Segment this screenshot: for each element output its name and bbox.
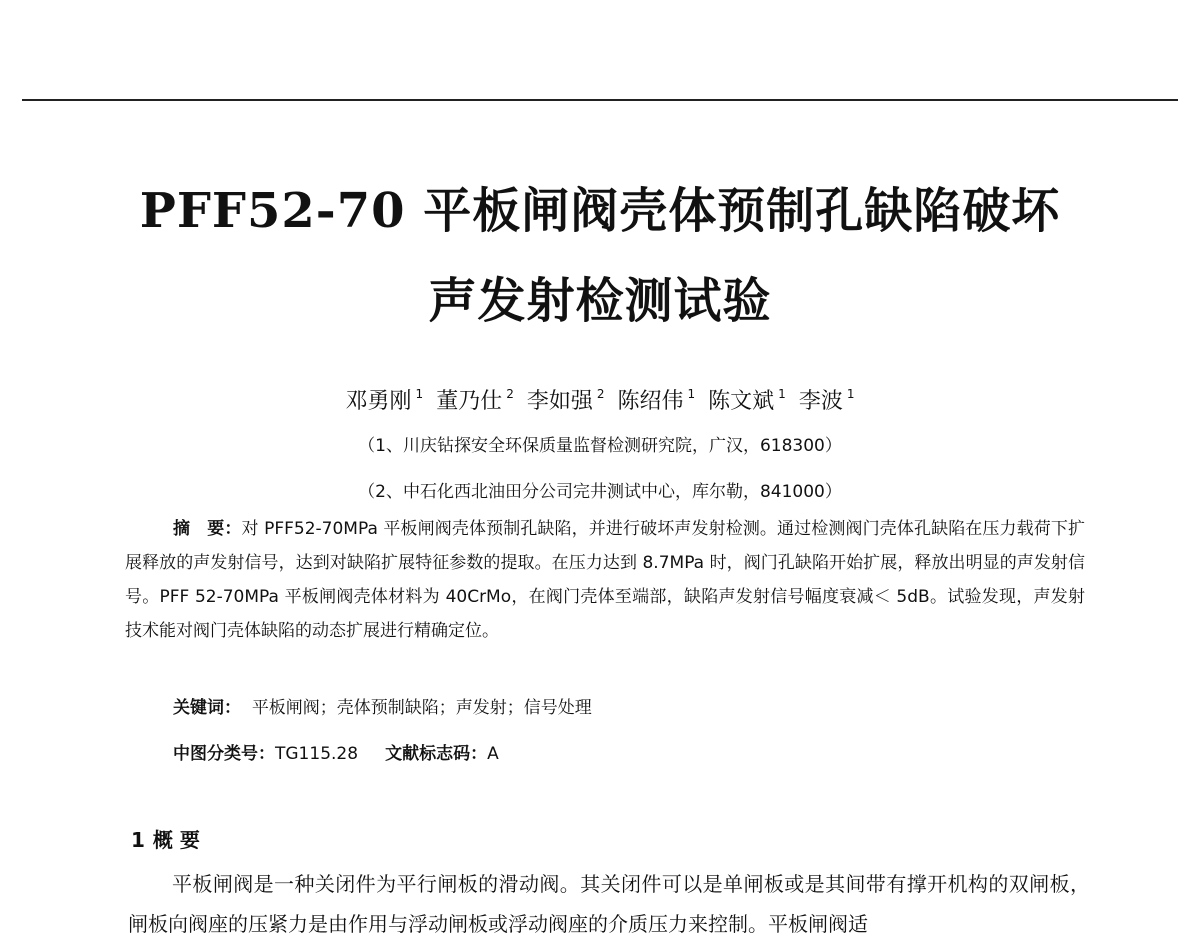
abstract <box>125 512 1085 648</box>
keywords <box>173 693 592 718</box>
doc-code-label: 文献标志码： <box>385 744 488 764</box>
author: 陈文斌 $^1$ <box>708 386 786 414</box>
classification-line <box>173 739 499 764</box>
affiliation-2: （2、中石化西北油田分公司完井测试中心，库尔勒，841000） <box>358 482 842 502</box>
author: 李波 $^1$ <box>798 386 855 414</box>
author-affiliation-mark: 2 <box>596 386 605 401</box>
author-affiliation-mark: 1 <box>846 386 855 401</box>
section-heading <box>131 824 200 853</box>
author: 陈绍伟 $^1$ <box>617 386 696 414</box>
author-affiliation-mark: 1 <box>778 386 786 401</box>
abstract-text: 对 PFF52-70MPa 平板闸阀壳体预制孔缺陷，并进行破坏声发射检测。通过检测阀门壳体孔缺陷在压力载荷下扩展释放的声发射信号，达到对缺陷扩展特征参数的提取。在压力达到 8.7MPa 时，阀门孔缺陷开始扩展，释放出明显的声发射信号。PFF 52-70MPa 平板闸阀壳体材料为 40CrMo，在阀门壳体至端部，缺陷声发射信号幅度衰减＜ 5dB。试验发现，声发射技术能对阀门壳体缺陷的动态扩展进行精确定位。 <box>125 519 1085 641</box>
author-affiliation-mark: 2 <box>506 386 514 401</box>
author-affiliation-mark: 1 <box>687 386 696 401</box>
section-title: 概 要 <box>152 828 200 852</box>
section-number: 1 <box>131 828 145 852</box>
author-affiliation-mark: 1 <box>415 386 424 401</box>
clc-label: 中图分类号： <box>173 744 275 764</box>
header-rule <box>22 99 1178 101</box>
keywords-text: 平板闸阀；壳体预制缺陷；声发射；信号处理 <box>251 698 592 718</box>
doc-code-value: A <box>487 744 499 764</box>
section-paragraph: 平板闸阀是一种关闭件为平行闸板的滑动阀。其关闭件可以是单闸板或是其间带有撑开机构的双闸板，闸板向阀座的压紧力是由作用与浮动闸板或浮动阀座的介质压力来控制。平板闸阀适 <box>128 872 1090 936</box>
abstract-label: 摘 要： <box>173 519 242 539</box>
keywords-label: 关键词： <box>173 698 241 718</box>
author: 董乃仕 $^2$ <box>436 386 514 414</box>
author-list <box>0 384 1200 415</box>
author: 李如强 $^2$ <box>526 386 605 414</box>
affiliation-1: （1、川庆钻探安全环保质量监督检测研究院，广汉，618300） <box>358 436 842 456</box>
author: 邓勇刚 $^1$ <box>345 386 424 414</box>
paper-title-line-1: PFF52-70 平板闸阀壳体预制孔缺陷破坏 <box>139 183 1061 239</box>
clc-value: TG115.28 <box>275 744 359 764</box>
paper-title-line-2: 声发射检测试验 <box>428 273 772 329</box>
